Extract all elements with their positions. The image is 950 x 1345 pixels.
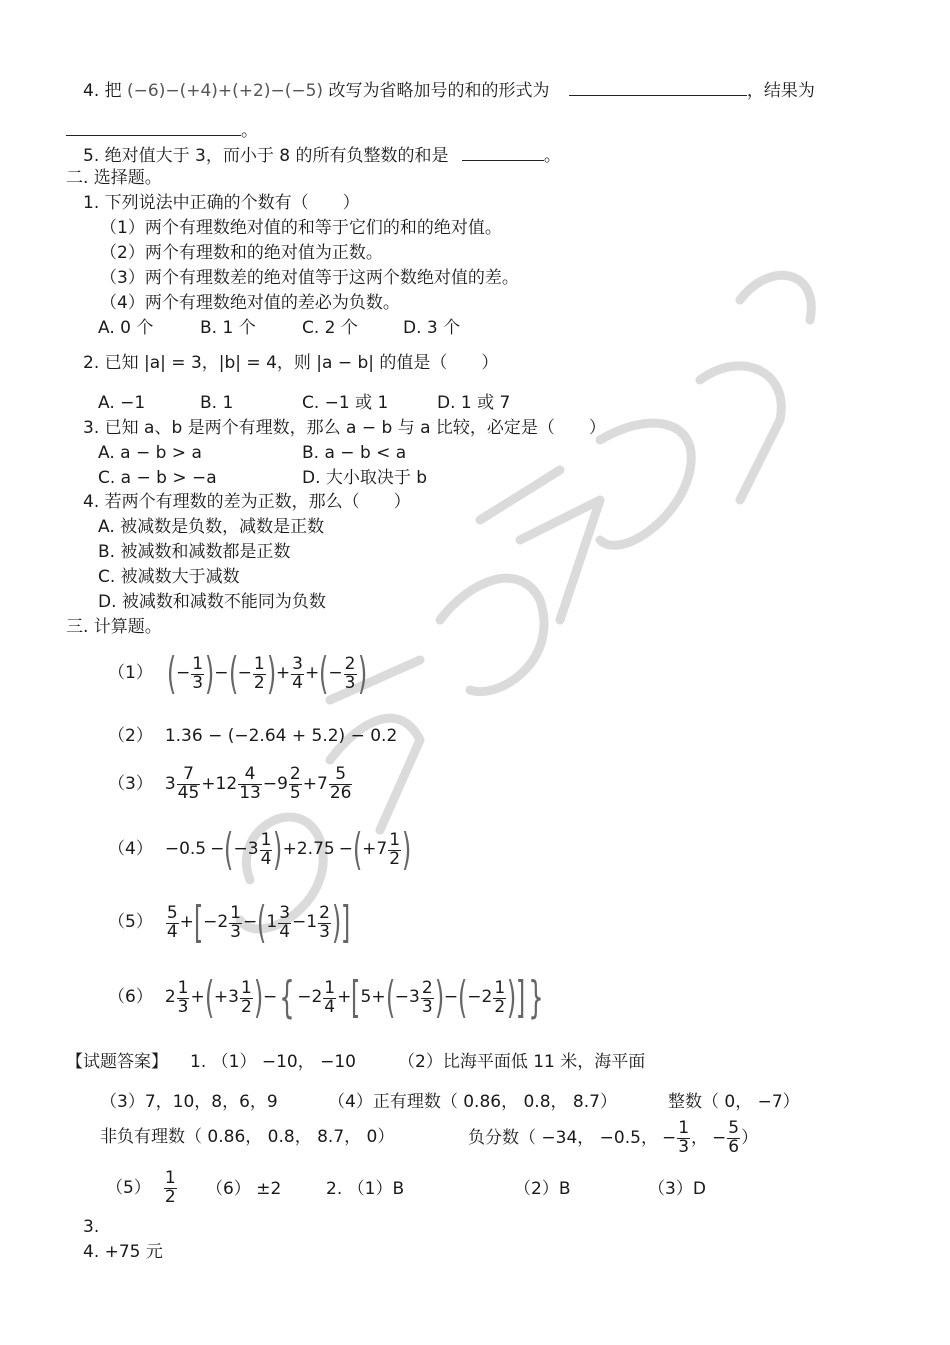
answer-text: ， (691, 1127, 709, 1148)
option-a: A. −1 (98, 393, 146, 413)
answer-5 (106, 1170, 178, 1207)
math-op: + (201, 773, 216, 794)
answer-line: （2）比海平面低 11 米，海平面 (398, 1052, 646, 1072)
option-d: D. 1 或 7 (437, 393, 511, 413)
option-a: A. a − b > a (98, 443, 202, 463)
answer-line: 1. （1） −10， −10 (190, 1052, 356, 1072)
answers-title: 【试题答案】 (66, 1052, 168, 1072)
fraction: $\frac{1}{3}$ (177, 977, 189, 1017)
answer-text: ） (741, 1127, 759, 1148)
fraction: $\frac{1}{3}$ (230, 902, 241, 942)
answer-blank[interactable] (462, 145, 544, 161)
problem-2-expression: 1.36 − (−2.64 + 5.2) − 0.2 (164, 726, 398, 746)
fraction: $\frac{7}{45}$ (177, 764, 200, 803)
math-op: + (275, 663, 291, 684)
answer-line: （3）7，10，8，6，9 (100, 1092, 278, 1112)
fraction: $\frac{1}{3}$ (192, 653, 204, 693)
math-op: − (237, 663, 252, 684)
answer-negative-fractions (468, 1120, 758, 1157)
option-a: A. 0 个 (98, 318, 154, 338)
answer-line: 4. +75 元 (83, 1242, 163, 1262)
math-op: − (214, 663, 229, 684)
statement-item: （3）两个有理数差的绝对值等于这两个数绝对值的差。 (100, 268, 519, 288)
problem-1: （1） ( − $\frac{1}{3}$ ) − ( − $\frac{1}{2}$ ) + $\frac{3}{4}$ + ( − $\frac{2}{3}$ ) (108, 648, 367, 699)
fraction: $\frac{1}{4}$ (260, 829, 272, 869)
fraction: $\frac{2}{3}$ (319, 902, 330, 942)
fill-q4-middle: 改写为省略加号的和的形式为 (328, 81, 550, 101)
math-op: + (179, 912, 194, 933)
fraction: $\frac{1}{3}$ (678, 1118, 690, 1157)
math-op: + (282, 839, 297, 860)
math-op: + (371, 987, 386, 1008)
math-op: − (661, 1127, 677, 1148)
problem-2 (108, 727, 397, 747)
answer-text: （5） (106, 1177, 151, 1198)
math-op: + (337, 987, 352, 1008)
fraction: $\frac{1}{2}$ (389, 829, 401, 869)
answer-blank[interactable] (66, 120, 241, 136)
question-stem: 4. 若两个有理数的差为正数，那么（ ） (83, 492, 411, 512)
problem-5: （5） $\frac{5}{4}$ + [ −2 $\frac{1}{3}$ − ( 1 $\frac{3}{4}$ − 1 $\frac{2}{3}$ ) ] (108, 897, 351, 948)
answer-line: 非负有理数（ 0.86， 0.8， 8.7， 0） (100, 1127, 395, 1147)
fill-q4-prefix: 4. 把 (83, 81, 122, 101)
answer-line: （3）D (648, 1179, 706, 1199)
fill-q5 (83, 145, 561, 167)
option-d: D. 被减数和减数不能同为负数 (98, 592, 326, 612)
fraction: $\frac{3}{4}$ (292, 653, 303, 693)
answer-blank[interactable] (569, 80, 747, 96)
answer-line: 2. （1）B (326, 1179, 405, 1199)
option-c: C. 被减数大于减数 (98, 567, 240, 587)
option-c: C. 2 个 (302, 318, 358, 338)
problem-6: （6） 2 $\frac{1}{3}$ + ( +3 $\frac{1}{2}$ ) − { −2 $\frac{1}{4}$ + [ 5 + ( −3 $\frac{2}{3}$ ) − ( −2 $\frac{1}{2}$ ) ] } (108, 972, 544, 1023)
fraction: $\frac{1}{2}$ (253, 653, 265, 693)
fill-q4 (83, 80, 815, 102)
answer-line: （2）B (514, 1179, 571, 1199)
fraction: $\frac{2}{5}$ (289, 764, 301, 803)
option-c: C. −1 或 1 (302, 393, 389, 413)
answer-line: （6） ±2 (206, 1179, 282, 1199)
fraction: $\frac{5}{4}$ (166, 902, 178, 942)
fraction: $\frac{2}{3}$ (344, 653, 356, 693)
option-b: B. 1 (200, 393, 234, 413)
math-op: − (292, 912, 307, 933)
math-op: − (210, 839, 225, 860)
fraction: $\frac{1}{2}$ (494, 977, 506, 1017)
fill-q4-expression: (−6)−(+4)+(+2)−(−5) (127, 81, 324, 101)
math-op: − (443, 987, 459, 1008)
problem-3: （3） 3 $\frac{7}{45}$ + 12 $\frac{4}{13}$ − 9 $\frac{2}{5}$ + 7 $\frac{5}{26}$ (108, 764, 352, 803)
option-b: B. 1 个 (200, 318, 256, 338)
statement-item: （1）两个有理数绝对值的和等于它们的和的绝对值。 (100, 218, 502, 238)
option-b: B. a − b < a (302, 443, 407, 463)
math-op: − (338, 839, 353, 860)
fraction: $\frac{2}{3}$ (421, 977, 433, 1017)
math-op: − (176, 663, 191, 684)
option-d: D. 大小取决于 b (302, 468, 428, 488)
fill-q4-line2 (66, 120, 258, 142)
math-op: + (302, 773, 317, 794)
question-stem: 3. 已知 a、b 是两个有理数，那么 a − b 与 a 比较，必定是（ ） (83, 418, 606, 438)
question-stem: 2. 已知 |a| = 3，|b| = 4，则 |a − b| 的值是（ ） (83, 353, 499, 373)
fill-q4-end: 。 (241, 121, 258, 141)
math-op: − (242, 912, 258, 933)
option-d: D. 3 个 (403, 318, 461, 338)
fraction: $\frac{3}{4}$ (279, 902, 291, 942)
fraction: $\frac{5}{6}$ (728, 1118, 740, 1157)
fill-q5-text: 5. 绝对值大于 3，而小于 8 的所有负整数的和是 (83, 146, 449, 166)
problem-label: （3） (108, 773, 153, 794)
answer-text: 负分数（ −34， −0.5， (468, 1127, 658, 1148)
fraction: $\frac{1}{4}$ (324, 977, 336, 1017)
fraction: $\frac{4}{13}$ (239, 764, 261, 803)
problem-label: （6） (108, 987, 153, 1008)
option-b: B. 被减数和减数都是正数 (98, 542, 291, 562)
answer-line: 3. (83, 1217, 100, 1237)
option-a: A. 被减数是负数，减数是正数 (98, 517, 325, 537)
math-op: − (262, 987, 278, 1008)
question-stem: 1. 下列说法中正确的个数有（ ） (83, 193, 360, 213)
problem-label: （2） (108, 726, 153, 746)
problem-label: （4） (108, 839, 153, 860)
answer-line: （4）正有理数（ 0.86， 0.8， 8.7） (328, 1092, 617, 1112)
fraction: $\frac{1}{2}$ (240, 977, 252, 1017)
problem-label: （5） (108, 912, 153, 933)
math-op: − (262, 773, 278, 794)
statement-item: （4）两个有理数绝对值的差必为负数。 (100, 293, 400, 313)
fill-q4-suffix: ，结果为 (746, 81, 815, 101)
fraction: $\frac{1}{2}$ (164, 1168, 176, 1207)
math-op: − (328, 663, 343, 684)
section-title: 三. 计算题。 (66, 617, 162, 637)
fill-q5-end: 。 (543, 146, 561, 166)
problem-4: （4） −0.5 − ( −3 $\frac{1}{4}$ ) + 2.75 − ( +7 $\frac{1}{2}$ ) (108, 824, 412, 875)
math-op: + (305, 663, 320, 684)
answer-line: 整数（ 0， −7） (668, 1092, 800, 1112)
statement-item: （2）两个有理数和的绝对值为正数。 (100, 243, 383, 263)
math-op: + (190, 987, 205, 1008)
problem-label: （1） (108, 663, 153, 684)
section-title: 二. 选择题。 (66, 168, 162, 188)
option-c: C. a − b > −a (98, 468, 217, 488)
math-op: − (712, 1127, 727, 1148)
fraction: $\frac{5}{26}$ (329, 764, 352, 803)
